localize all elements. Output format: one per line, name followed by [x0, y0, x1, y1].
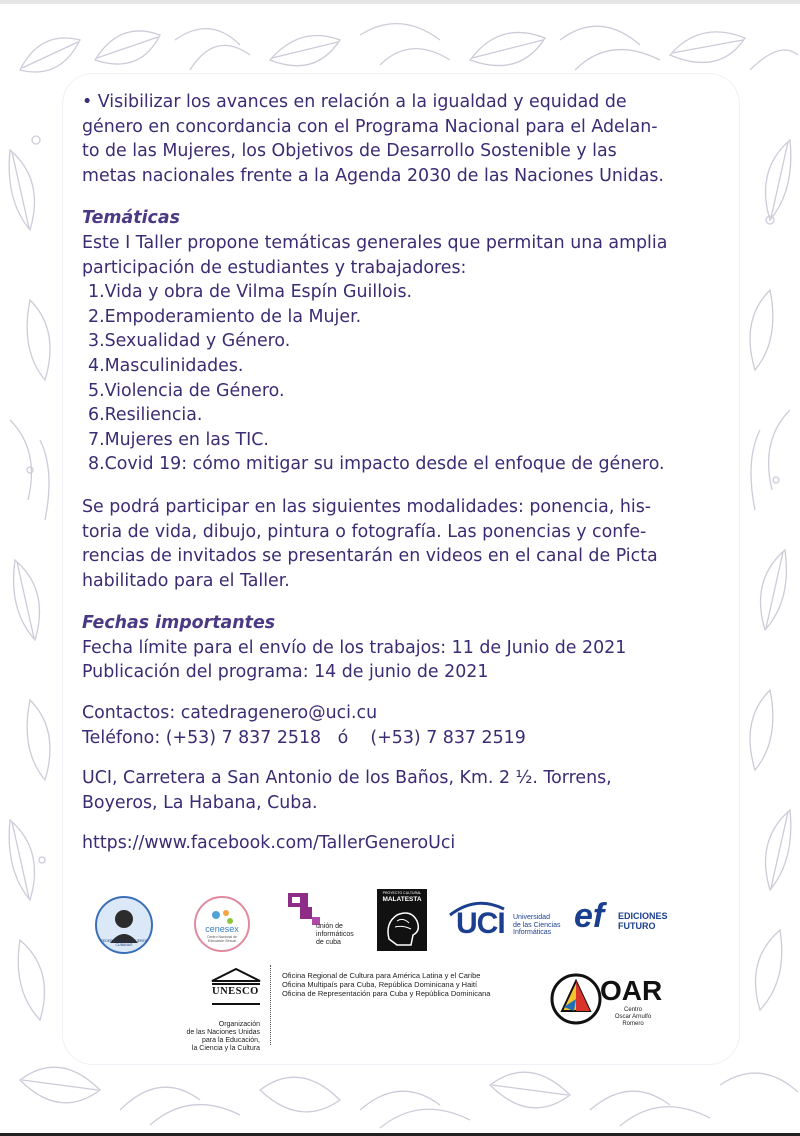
list-item: 3.Sexualidad y Género. [88, 331, 291, 352]
unesco-line: Organización [218, 1021, 260, 1028]
ef-text [618, 911, 668, 931]
tematicas-intro: participación de estudiantes y trabajadores: [82, 257, 467, 278]
malatesta-top: PROYECTO CULTURAL [382, 891, 422, 895]
objective-line: metas nacionales frente a la Agenda 2030 de las Naciones Unidas. [82, 165, 664, 186]
contact-phone: Teléfono: (+53) 7 837 2518 ó (+53) 7 837 2519 [82, 727, 526, 748]
unesco-logo [168, 967, 268, 1057]
list-item: 5.Violencia de Género. [88, 380, 285, 401]
tematicas-heading: Temáticas [82, 208, 180, 229]
oficina-line: Oficina de Representación para Cuba y República Dominicana [282, 989, 491, 998]
uic-logo [288, 893, 358, 957]
ef-line: EDICIONES [618, 911, 668, 921]
oficina-line: Oficina Multipaís para Cuba, República Dominicana y Haití [282, 980, 478, 989]
list-item: 8.Covid 19: cómo mitigar su impacto desde el enfoque de género. [88, 454, 665, 475]
oar-emblem-icon [550, 971, 602, 1027]
oar-line: Centro [623, 1007, 642, 1013]
oar-mark: OAR [600, 975, 663, 1006]
cenesex-logo [193, 895, 251, 953]
unesco-line: para la Educación, [202, 1037, 260, 1044]
sponsor-logos [90, 885, 690, 1055]
oar-logo [550, 971, 680, 1027]
modalidades-line: Se podrá participar en las siguientes modalidades: ponencia, his- [82, 496, 652, 517]
list-item: 7.Mujeres en las TIC. [88, 429, 269, 450]
address-line: Boyeros, La Habana, Cuba. [82, 792, 318, 813]
unesco-mark: UNESCO [212, 986, 259, 997]
modalidades-line: rencias de invitados se presentarán en videos en el canal de Picta [82, 546, 658, 567]
modalidades-line: habilitado para el Taller. [82, 570, 290, 591]
unesco-oficinas [282, 971, 490, 998]
modalidades-paragraph [82, 495, 722, 593]
malatesta-name: MALATESTA [382, 896, 422, 903]
uci-logo [446, 897, 566, 947]
objective-line: • Visibilizar los avances en relación a la igualdad y equidad de [82, 92, 627, 112]
ef-line: FUTURO [618, 921, 656, 931]
uic-line: unión de [316, 923, 343, 930]
cenesex-name: cenesex [205, 924, 239, 934]
list-item: 1.Vida y obra de Vilma Espín Guillois. [88, 282, 413, 303]
list-item: 4.Masculinidades. [88, 355, 244, 376]
unesco-line: de las Naciones Unidas [186, 1029, 260, 1036]
uci-line: Universidad [513, 914, 550, 921]
malatesta-logo [377, 889, 427, 951]
objective-paragraph [82, 90, 722, 188]
uci-text [513, 914, 560, 937]
unesco-text [168, 1021, 260, 1053]
list-item: 2.Empoderamiento de la Mujer. [88, 306, 362, 327]
list-item: 6.Resiliencia. [88, 405, 203, 426]
uci-line: de las Ciencias [513, 921, 561, 929]
cenesex-sub: Centro Nacional de Educación Sexual [207, 935, 237, 943]
fecha-limite: Fecha límite para el envío de los trabajos: 11 de Junio de 2021 [82, 637, 627, 658]
tematicas-intro: Este I Taller propone temáticas generales que permitan una amplia [82, 232, 668, 253]
unesco-line: la Ciencia y la Cultura [191, 1045, 260, 1052]
unesco-separator [270, 965, 271, 1045]
fechas-heading: Fechas importantes [82, 613, 276, 634]
fecha-programa: Publicación del programa: 14 de junio de 2021 [82, 662, 489, 683]
address-line: UCI, Carretera a San Antonio de los Baños, Km. 2 ½. Torrens, [82, 768, 612, 789]
fmc-logo [94, 895, 154, 955]
contact-email: Contactos: catedragenero@uci.cu [82, 703, 378, 724]
brain-head-icon [377, 905, 427, 949]
uci-mark: UCI [456, 907, 505, 940]
objective-line: to de las Mujeres, los Objetivos de Desarrollo Sostenible y las [82, 141, 617, 162]
ef-mark: ef [574, 897, 605, 935]
facebook-link[interactable]: https://www.facebook.com/TallerGeneroUci [82, 833, 456, 854]
tematicas-list [82, 280, 722, 477]
modalidades-line: toria de vida, dibujo, pintura o fotografía. Las ponencias y confe- [82, 521, 647, 542]
uic-line: informáticos [316, 931, 354, 938]
ediciones-futuro-logo [574, 897, 674, 943]
uic-text [316, 923, 354, 947]
fmc-text: FEDERACIÓN DE MUJERES CUBANAS [100, 939, 148, 947]
uci-line: Informáticas [513, 929, 552, 936]
oficina-line: Oficina Regional de Cultura para América Latina y el Caribe [282, 971, 481, 980]
uic-line: de cuba [316, 939, 341, 946]
oar-line: Oscar Arnulfo Romero [614, 1014, 652, 1027]
main-content [82, 90, 722, 856]
objective-line: género en concordancia con el Programa Nacional para el Adelan- [82, 116, 658, 137]
oar-text [604, 1007, 662, 1028]
